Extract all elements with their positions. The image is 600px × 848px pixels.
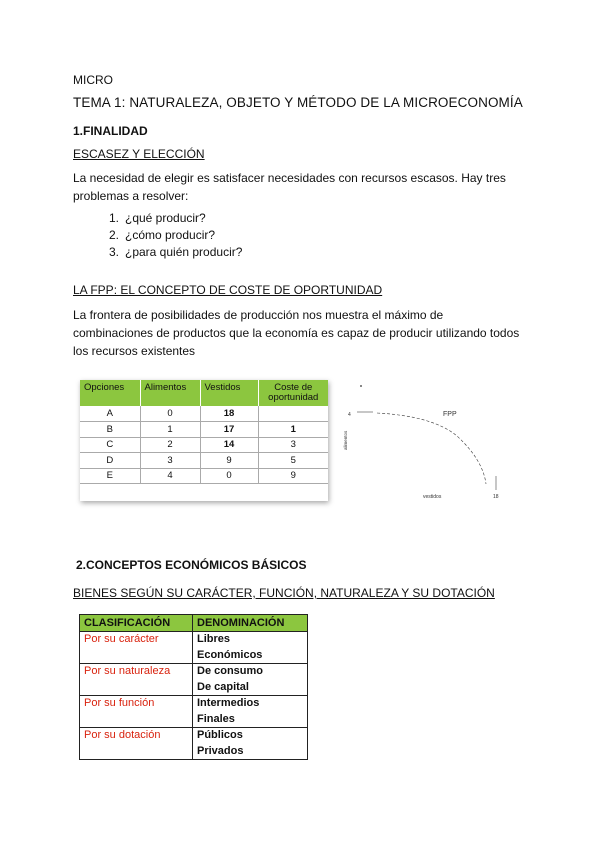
section1-paragraph — [73, 169, 543, 205]
table-row — [80, 696, 308, 728]
classification-table — [79, 614, 308, 760]
column-header: Opciones — [80, 380, 140, 406]
list-item: 1. ¿qué producir? — [109, 211, 206, 225]
table-cell: 17 — [200, 422, 258, 438]
section1-subheading: ESCASEZ Y ELECCIÓN — [73, 147, 205, 161]
section2-heading: 2.CONCEPTOS ECONÓMICOS BÁSICOS — [76, 558, 307, 572]
y-axis-label: alimentos — [343, 430, 348, 450]
classification-cell: Por su función — [80, 696, 193, 728]
table-row — [80, 664, 308, 696]
denomination-item: Intermedios — [197, 697, 260, 709]
paragraph-line: combinaciones de productos que la economía es capaz de producir utilizando todos — [73, 326, 520, 340]
classification-cell: Por su naturaleza — [80, 664, 193, 696]
table-cell: 9 — [258, 468, 328, 484]
classification-cell: Por su carácter — [80, 632, 193, 664]
column-header: CLASIFICACIÓN — [80, 615, 193, 632]
table-row — [80, 453, 328, 469]
table-cell — [258, 406, 328, 422]
denomination-cell — [193, 728, 308, 760]
paragraph-line: La necesidad de elegir es satisfacer necesidades con recursos escasos. Hay tres — [73, 171, 506, 185]
list-item: 2. ¿cómo producir? — [109, 228, 216, 242]
table-row — [80, 728, 308, 760]
table-cell: 3 — [140, 453, 200, 469]
table-cell: 1 — [258, 422, 328, 438]
table-row — [80, 406, 328, 422]
table-cell: 18 — [200, 406, 258, 422]
table-cell: 2 — [140, 437, 200, 453]
table-row — [80, 437, 328, 453]
table-cell: C — [80, 437, 140, 453]
denomination-item: De consumo — [197, 665, 264, 677]
table-cell: D — [80, 453, 140, 469]
denomination-cell — [193, 632, 308, 664]
table-cell: 9 — [200, 453, 258, 469]
opportunity-cost-table-card — [80, 380, 328, 501]
stray-dot — [360, 385, 362, 387]
column-header: Coste de oportunidad — [258, 380, 328, 406]
fpp-curve-label: FPP — [443, 411, 457, 418]
table-row — [80, 422, 328, 438]
denomination-item: De capital — [197, 680, 249, 693]
classification-cell: Por su dotación — [80, 728, 193, 760]
table-cell: 5 — [258, 453, 328, 469]
table-cell: 1 — [140, 422, 200, 438]
table-cell: A — [80, 406, 140, 422]
paragraph-line: problemas a resolver: — [73, 189, 189, 203]
table-row — [80, 468, 328, 484]
table-header-row — [80, 380, 328, 406]
fpp-paragraph — [73, 306, 543, 360]
table-cell: 0 — [200, 468, 258, 484]
paragraph-line: La frontera de posibilidades de producción nos muestra el máximo de — [73, 308, 444, 322]
column-header: DENOMINACIÓN — [193, 615, 308, 632]
table-cell: 4 — [140, 468, 200, 484]
denomination-item: Privados — [197, 744, 244, 757]
x-axis-label: vestidos — [423, 494, 442, 500]
y-tick-label: 4 — [348, 412, 351, 418]
tema-title: TEMA 1: NATURALEZA, OBJETO Y MÉTODO DE LA MICROECONOMÍA — [73, 95, 523, 110]
denomination-cell — [193, 696, 308, 728]
fpp-curve-chart — [335, 378, 515, 503]
document-header: MICRO — [73, 73, 113, 87]
column-header: Alimentos — [140, 380, 200, 406]
table-cell: 3 — [258, 437, 328, 453]
fpp-curve — [377, 413, 486, 484]
denomination-item: Libres — [197, 633, 231, 645]
opportunity-cost-table — [80, 380, 328, 484]
table-cell: 0 — [140, 406, 200, 422]
list-item: 3. ¿para quién producir? — [109, 245, 243, 259]
table-header-row — [80, 615, 308, 632]
denomination-cell — [193, 664, 308, 696]
questions-list — [109, 210, 242, 261]
x-tick-label: 18 — [493, 494, 499, 500]
table-cell: 14 — [200, 437, 258, 453]
paragraph-line: los recursos existentes — [73, 344, 196, 358]
denomination-item: Finales — [197, 712, 235, 725]
table-cell: B — [80, 422, 140, 438]
column-header: Vestidos — [200, 380, 258, 406]
fpp-subheading: LA FPP: EL CONCEPTO DE COSTE DE OPORTUNIDAD — [73, 283, 383, 297]
table-cell: E — [80, 468, 140, 484]
denomination-item: Públicos — [197, 729, 243, 741]
section2-subheading: BIENES SEGÚN SU CARÁCTER, FUNCIÓN, NATURALEZA Y SU DOTACIÓN — [73, 586, 495, 600]
section1-heading: 1.FINALIDAD — [73, 124, 148, 138]
table-row — [80, 632, 308, 664]
denomination-item: Económicos — [197, 648, 263, 661]
